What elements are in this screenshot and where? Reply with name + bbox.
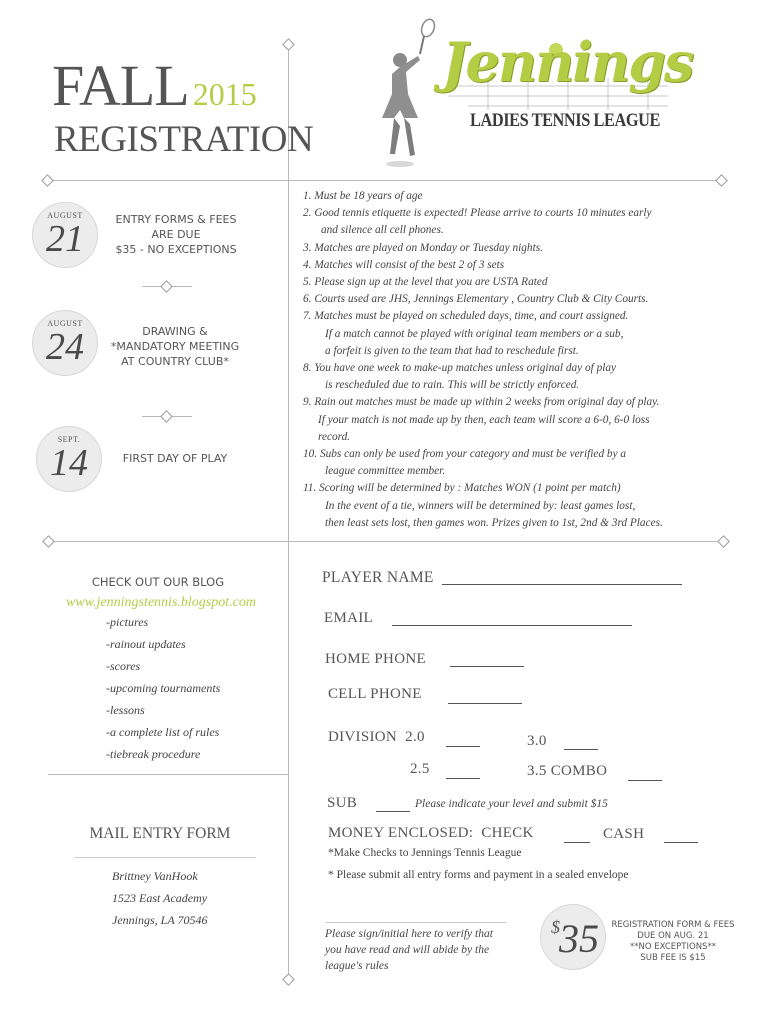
season-title bbox=[52, 52, 257, 119]
divider-diamond bbox=[717, 535, 730, 548]
sub-note: Please indicate your level and submit $15 bbox=[415, 798, 608, 810]
date-separator-diamond bbox=[160, 410, 173, 423]
fall-label: FALL bbox=[52, 53, 189, 118]
rule-item: 3. Matches are played on Monday or Tuesday nights. bbox=[303, 241, 543, 254]
player-name-field[interactable] bbox=[442, 584, 682, 585]
email-label: EMAIL bbox=[324, 610, 373, 626]
date-event-line: ENTRY FORMS & FEES bbox=[115, 213, 237, 226]
rule-item: 1. Must be 18 years of age bbox=[303, 190, 423, 202]
date-day: 24 bbox=[46, 326, 84, 368]
date-event-text bbox=[100, 324, 250, 369]
mail-city: Jennings, LA 70546 bbox=[112, 913, 208, 927]
date-circle-aug-21 bbox=[32, 202, 98, 268]
divider-diamond bbox=[715, 174, 728, 187]
rule-item: 11. Scoring will be determined by : Matches WON (1 point per match) In the event of a tie, winners will be determined by: least games lost, then least sets lost, then games won. Prizes given to 1st, 2nd & 3rd Places. bbox=[303, 482, 663, 529]
date-event-line: $35 - NO EXCEPTIONS bbox=[115, 243, 237, 256]
date-day: 21 bbox=[46, 218, 84, 260]
date-circle-aug-24 bbox=[32, 310, 98, 376]
division-2-0-label: 2.0 bbox=[405, 729, 425, 745]
rule-item: 9. Rain out matches must be made up within 2 weeks from original day of play. If your match is not made up by then, each team will score a 6-0, 6-0 loss record. bbox=[303, 396, 660, 443]
cell-phone-field[interactable] bbox=[448, 703, 522, 704]
date-separator-diamond bbox=[160, 280, 173, 293]
division-3-0-field[interactable] bbox=[564, 749, 598, 750]
division-3-5-combo-label: 3.5 COMBO bbox=[527, 763, 608, 779]
blog-item: -rainout updates bbox=[106, 637, 186, 651]
horizontal-divider-top bbox=[48, 180, 722, 181]
email-field[interactable] bbox=[392, 625, 632, 626]
league-logo bbox=[378, 14, 693, 174]
blog-heading: CHECK OUT OUR BLOG bbox=[91, 575, 225, 589]
date-circle-sept-14 bbox=[36, 426, 102, 492]
rule-item: 4. Matches will consist of the best 2 of 3 sets bbox=[303, 258, 505, 271]
year-label: 2015 bbox=[192, 76, 257, 112]
sub-label: SUB bbox=[327, 795, 358, 811]
division-2-0-field[interactable] bbox=[446, 746, 480, 747]
rule-item: 2. Good tennis etiquette is expected! Please arrive to courts 10 minutes early and silence all cell phones. bbox=[303, 207, 652, 237]
date-event-line: DRAWING & bbox=[142, 325, 208, 338]
date-event-text bbox=[110, 451, 240, 466]
date-month: SEPT. bbox=[57, 435, 81, 444]
date-event-line: *MANDATORY MEETING bbox=[110, 340, 240, 353]
cash-field[interactable] bbox=[664, 842, 698, 843]
fee-note: REGISTRATION FORM & FEES DUE ON AUG. 21 **NO EXCEPTIONS** SUB FEE IS $15 bbox=[611, 920, 735, 963]
home-phone-field[interactable] bbox=[450, 666, 524, 667]
blog-item: -a complete list of rules bbox=[106, 725, 220, 739]
league-rules-list bbox=[303, 188, 743, 532]
money-enclosed-label: MONEY ENCLOSED: CHECK bbox=[328, 825, 534, 841]
date-month: AUGUST bbox=[47, 211, 83, 220]
divider-diamond bbox=[41, 174, 54, 187]
divider-diamond bbox=[282, 973, 295, 986]
division-3-5-combo-field[interactable] bbox=[628, 780, 662, 781]
division-2-5-field[interactable] bbox=[446, 778, 480, 779]
blog-link[interactable]: www.jenningstennis.blogspot.com bbox=[66, 595, 256, 610]
rule-item: 8. You have one week to make-up matches unless original day of play is rescheduled due to rain. This will be strictly enforced. bbox=[303, 362, 617, 392]
date-day: 14 bbox=[50, 442, 88, 484]
check-note: *Make Checks to Jennings Tennis League bbox=[328, 847, 522, 859]
horizontal-divider-middle bbox=[48, 541, 722, 542]
rule-item: 7. Matches must be played on scheduled days, time, and court assigned. If a match cannot be played with original team members or a sub, a forfeit is given to the team that had to reschedule first. bbox=[303, 310, 629, 357]
date-event-line: AT COUNTRY CLUB* bbox=[121, 355, 229, 368]
rule-item: 5. Please sign up at the level that you are USTA Rated bbox=[303, 276, 548, 289]
logo-script: Jennings bbox=[442, 30, 693, 94]
date-event-text bbox=[108, 212, 244, 257]
submit-note: * Please submit all entry forms and payment in a sealed envelope bbox=[328, 869, 629, 881]
vertical-divider bbox=[288, 44, 289, 982]
date-event-line: ARE DUE bbox=[151, 228, 201, 241]
mail-name: Brittney VanHook bbox=[112, 869, 198, 883]
blog-item: -upcoming tournaments bbox=[106, 681, 221, 695]
date-event-line: FIRST DAY OF PLAY bbox=[122, 452, 228, 465]
mail-underline bbox=[74, 857, 256, 858]
home-phone-label: HOME PHONE bbox=[325, 651, 426, 667]
check-label: CHECK bbox=[481, 825, 534, 841]
fee-amount: 35 bbox=[559, 916, 599, 961]
player-name-label: PLAYER NAME bbox=[322, 569, 434, 586]
blog-item: -scores bbox=[106, 659, 141, 673]
signature-note: Please sign/initial here to verify that you have read and will abide by the league's rules bbox=[325, 928, 493, 972]
registration-title: REGISTRATION bbox=[54, 119, 314, 160]
blog-item: -pictures bbox=[106, 615, 149, 629]
blog-item: -lessons bbox=[106, 703, 145, 717]
cell-phone-label: CELL PHONE bbox=[328, 686, 422, 702]
logo-subtitle: LADIES TENNIS LEAGUE bbox=[470, 110, 660, 131]
blog-item: -tiebreak procedure bbox=[106, 747, 201, 761]
signature-line[interactable] bbox=[326, 922, 506, 923]
blog-divider bbox=[48, 774, 288, 775]
sub-field[interactable] bbox=[376, 811, 410, 812]
check-field[interactable] bbox=[564, 842, 590, 843]
rule-item: 6. Courts used are JHS, Jennings Elementary , Country Club & City Courts. bbox=[303, 293, 649, 306]
fee-dollar: $ bbox=[551, 917, 560, 937]
date-month: AUGUST bbox=[47, 319, 83, 328]
division-label: DIVISION 2.0 bbox=[328, 729, 425, 745]
divider-diamond bbox=[282, 38, 295, 51]
divider-diamond bbox=[42, 535, 55, 548]
mail-heading: MAIL ENTRY FORM bbox=[89, 825, 231, 842]
mail-street: 1523 East Academy bbox=[112, 891, 208, 905]
fee-circle bbox=[540, 904, 606, 970]
rule-item: 10. Subs can only be used from your category and must be verified by a league committee member. bbox=[303, 448, 627, 478]
division-2-5-label: 2.5 bbox=[410, 761, 430, 777]
cash-label: CASH bbox=[603, 826, 645, 842]
division-3-0-label: 3.0 bbox=[527, 733, 547, 749]
